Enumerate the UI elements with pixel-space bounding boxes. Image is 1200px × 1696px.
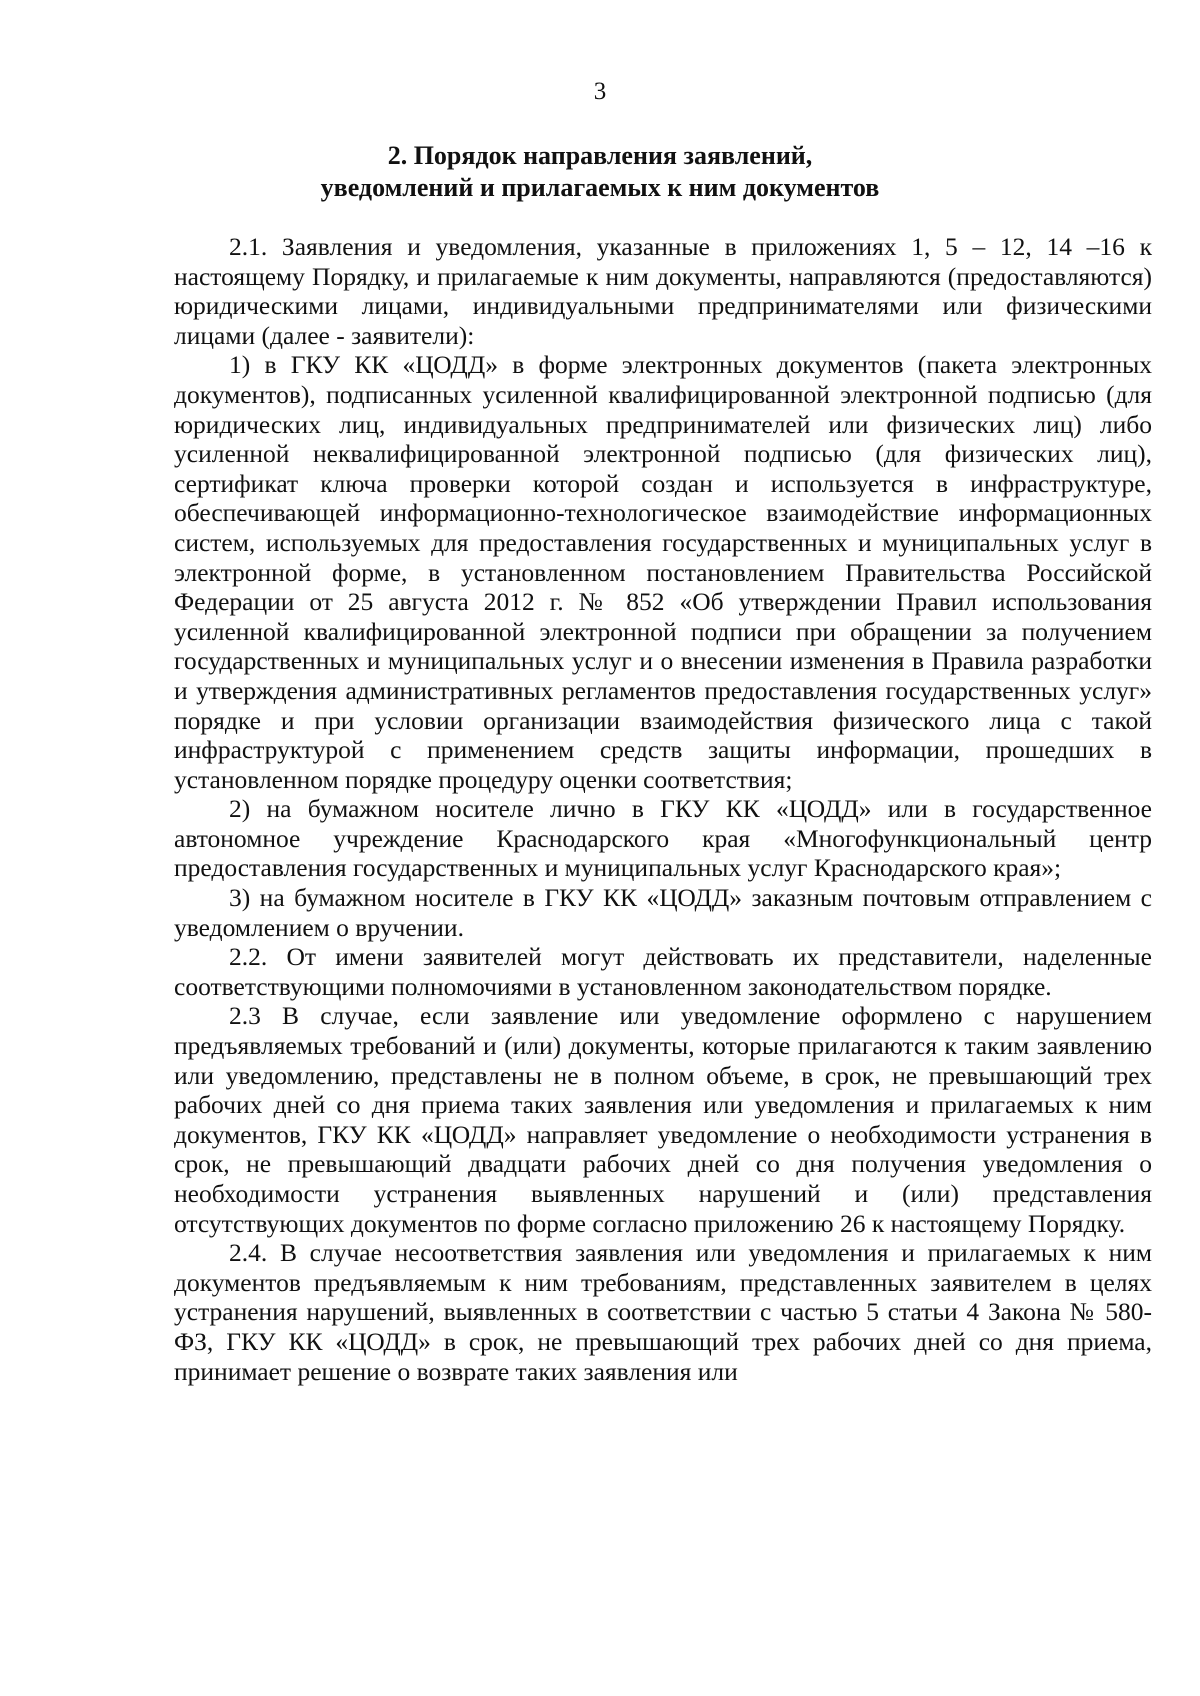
paragraph-item-2: 2) на бумажном носителе лично в ГКУ КК «ЦОДД» или в государственное автономное учреждение Краснодарского края «Многофункциональный центр предоставления государственных и муниципальных услуг Краснодарского края»; <box>174 794 1152 883</box>
paragraph-item-1: 1) в ГКУ КК «ЦОДД» в форме электронных документов (пакета электронных документов), подписанных усиленной квалифицированной электронной подписью (для юридических лиц, индивидуальных предпринимателей или физических лиц) либо усиленной неквалифицированной электронной подписью (для физических лиц), сертификат ключа проверки которой создан и используется в инфраструктуре, обеспечивающей информационно-технологическое взаимодействие информационных систем, используемых для предоставления государственных и муниципальных услуг в электронной форме, в установленном постановлением Правительства Российской Федерации от 25 августа 2012 г. № 852 «Об утверждении Правил использования усиленной квалифицированной электронной подписи при обращении за получением государственных и муниципальных услуг и о внесении изменения в Правила разработки и утверждения административных регламентов предоставления государственных услуг» порядке и при условии организации взаимодействия физического лица с такой инфраструктурой с применением средств защиты информации, прошедших в установленном порядке процедуру оценки соответствия; <box>174 350 1152 794</box>
paragraph-item-3: 3) на бумажном носителе в ГКУ КК «ЦОДД» заказным почтовым отправлением с уведомлением о вручении. <box>174 883 1152 942</box>
section-heading-line-2: уведомлений и прилагаемых к ним документов <box>320 173 880 202</box>
paragraph-2-2: 2.2. От имени заявителей могут действовать их представители, наделенные соответствующими полномочиями в установленном законодательством порядке. <box>174 942 1152 1001</box>
document-body <box>174 232 1152 1386</box>
paragraph-2-4: 2.4. В случае несоответствия заявления или уведомления и прилагаемых к ним документов предъявляемым к ним требованиям, представленных заявителем в целях устранения нарушений, выявленных в соответствии с частью 5 статьи 4 Закона № 580-ФЗ, ГКУ КК «ЦОДД» в срок, не превышающий трех рабочих дней со дня приема, принимает решение о возврате таких заявления или <box>174 1238 1152 1386</box>
paragraph-2-1: 2.1. Заявления и уведомления, указанные в приложениях 1, 5 – 12, 14 –16 к настоящему Порядку, и прилагаемые к ним документы, направляются (предоставляются) юридическими лицами, индивидуальными предпринимателями или физическими лицами (далее - заявители): <box>174 232 1152 350</box>
page-number: 3 <box>593 78 607 105</box>
section-heading <box>170 140 1030 204</box>
paragraph-2-3: 2.3 В случае, если заявление или уведомление оформлено с нарушением предъявляемых требований и (или) документы, которые прилагаются к таким заявлению или уведомлению, представлены не в полном объеме, в срок, не превышающий трех рабочих дней со дня приема таких заявления или уведомления и прилагаемых к ним документов, ГКУ КК «ЦОДД» направляет уведомление о необходимости устранения в срок, не превышающий двадцати рабочих дней со дня получения уведомления о необходимости устранения выявленных нарушений и (или) представления отсутствующих документов по форме согласно приложению 26 к настоящему Порядку. <box>174 1001 1152 1238</box>
section-heading-line-1: 2. Порядок направления заявлений, <box>387 141 813 170</box>
